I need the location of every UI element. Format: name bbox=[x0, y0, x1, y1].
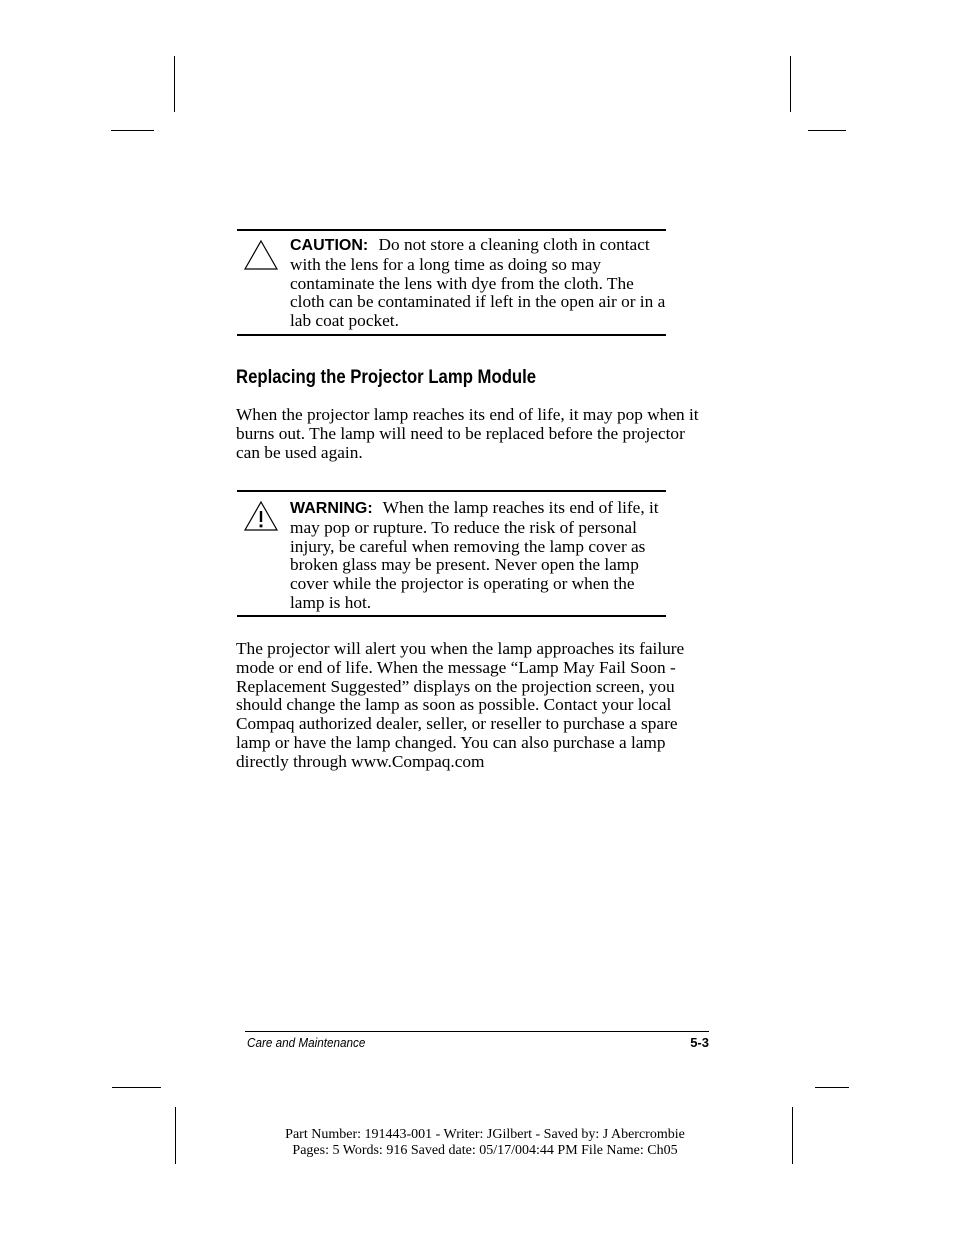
crop-mark bbox=[808, 130, 846, 131]
intro-paragraph: When the projector lamp reaches its end of life, it may pop when it burns out. The lamp will need to be replaced before the projector can be used again. bbox=[236, 405, 699, 462]
print-info-line-2: Pages: 5 Words: 916 Saved date: 05/17/004:44 PM File Name: Ch05 bbox=[292, 1143, 678, 1158]
warning-text: When the lamp reaches its end of life, it may pop or rupture. To reduce the risk of personal injury, be careful when removing the lamp cover as broken glass may be present. Never open the lamp cover while the projector is operating or when the lamp is hot. bbox=[290, 498, 659, 612]
caution-label: CAUTION: bbox=[290, 237, 369, 254]
crop-mark bbox=[174, 56, 175, 112]
warning-notice bbox=[237, 490, 666, 617]
warning-text-block bbox=[290, 499, 666, 613]
crop-mark bbox=[790, 56, 791, 112]
caution-text: Do not store a cleaning cloth in contact with the lens for a long time as doing so may contaminate the lens with dye from the cloth. The cloth can be contaminated if left in the open air or in a lab coat pocket. bbox=[290, 235, 666, 331]
crop-mark bbox=[815, 1087, 849, 1088]
caution-triangle-icon bbox=[243, 239, 279, 271]
footer-page-number: 5-3 bbox=[690, 1035, 709, 1050]
crop-mark bbox=[112, 1087, 161, 1088]
caution-text-block bbox=[290, 236, 666, 331]
footer-rule bbox=[245, 1031, 709, 1032]
lamp-alert-paragraph: The projector will alert you when the lamp approaches its failure mode or end of life. When the message “Lamp May Fail Soon - Replacement Suggested” displays on the projection screen, you should change the lamp as soon as possible. Contact your local Compaq authorized dealer, seller, or reseller to purchase a spare lamp or have the lamp changed. You can also purchase a lamp directly through www.Compaq.com bbox=[236, 639, 685, 771]
crop-mark bbox=[175, 1107, 176, 1164]
crop-mark bbox=[111, 130, 154, 131]
section-heading: Replacing the Projector Lamp Module bbox=[236, 367, 537, 388]
print-info-line-1: Part Number: 191443-001 - Writer: JGilbert - Saved by: J Abercrombie bbox=[285, 1127, 685, 1142]
caution-notice bbox=[237, 229, 666, 336]
warning-exclamation-icon bbox=[243, 500, 279, 532]
warning-label: WARNING: bbox=[290, 500, 373, 517]
crop-mark bbox=[792, 1107, 793, 1164]
footer-chapter-title: Care and Maintenance bbox=[247, 1035, 366, 1050]
